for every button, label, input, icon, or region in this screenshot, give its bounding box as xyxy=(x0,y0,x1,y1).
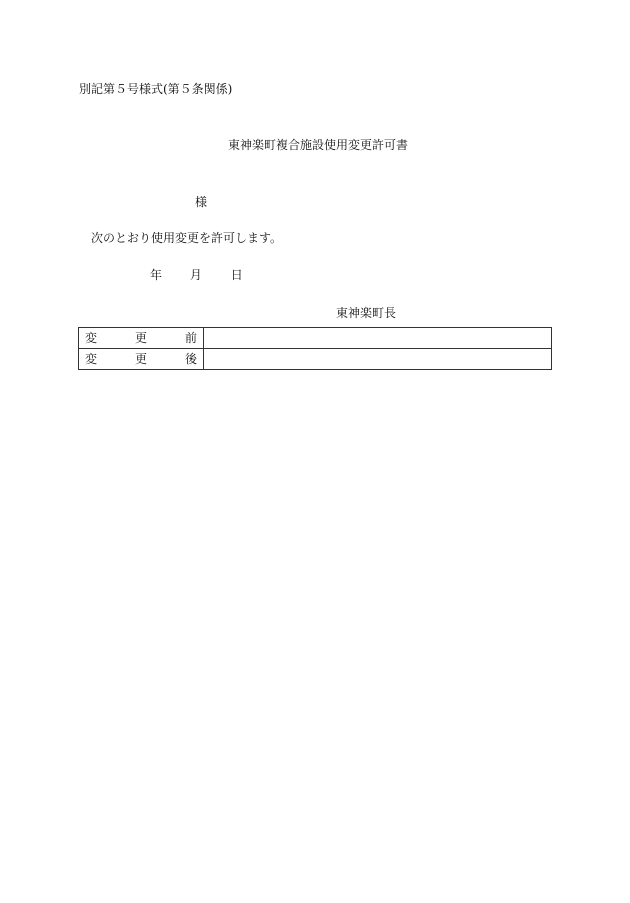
year-label: 年 xyxy=(150,268,163,282)
permission-statement: 次のとおり使用変更を許可します。 xyxy=(91,231,283,245)
label-cell-after xyxy=(79,349,204,370)
value-cell-before xyxy=(204,328,552,349)
label-char: 更 xyxy=(134,351,147,366)
document-title-wrap xyxy=(0,136,630,153)
issuer-name: 東神楽町長 xyxy=(336,306,397,320)
value-cell-after xyxy=(204,349,552,370)
table-row-before xyxy=(79,328,552,349)
form-reference: 別記第５号様式(第５条関係) xyxy=(79,82,233,96)
table-row-after xyxy=(79,349,552,370)
label-char: 更 xyxy=(134,330,147,345)
label-char: 前 xyxy=(184,330,197,345)
day-label: 日 xyxy=(230,268,243,282)
label-char: 後 xyxy=(184,351,197,366)
label-char: 変 xyxy=(85,351,98,366)
date-line xyxy=(150,266,243,283)
changes-table xyxy=(78,327,552,370)
document-title: 東神楽町複合施設使用変更許可書 xyxy=(227,138,408,152)
addressee-suffix: 様 xyxy=(195,195,208,209)
month-label: 月 xyxy=(189,268,202,282)
label-cell-before xyxy=(79,328,204,349)
label-char: 変 xyxy=(85,330,98,345)
